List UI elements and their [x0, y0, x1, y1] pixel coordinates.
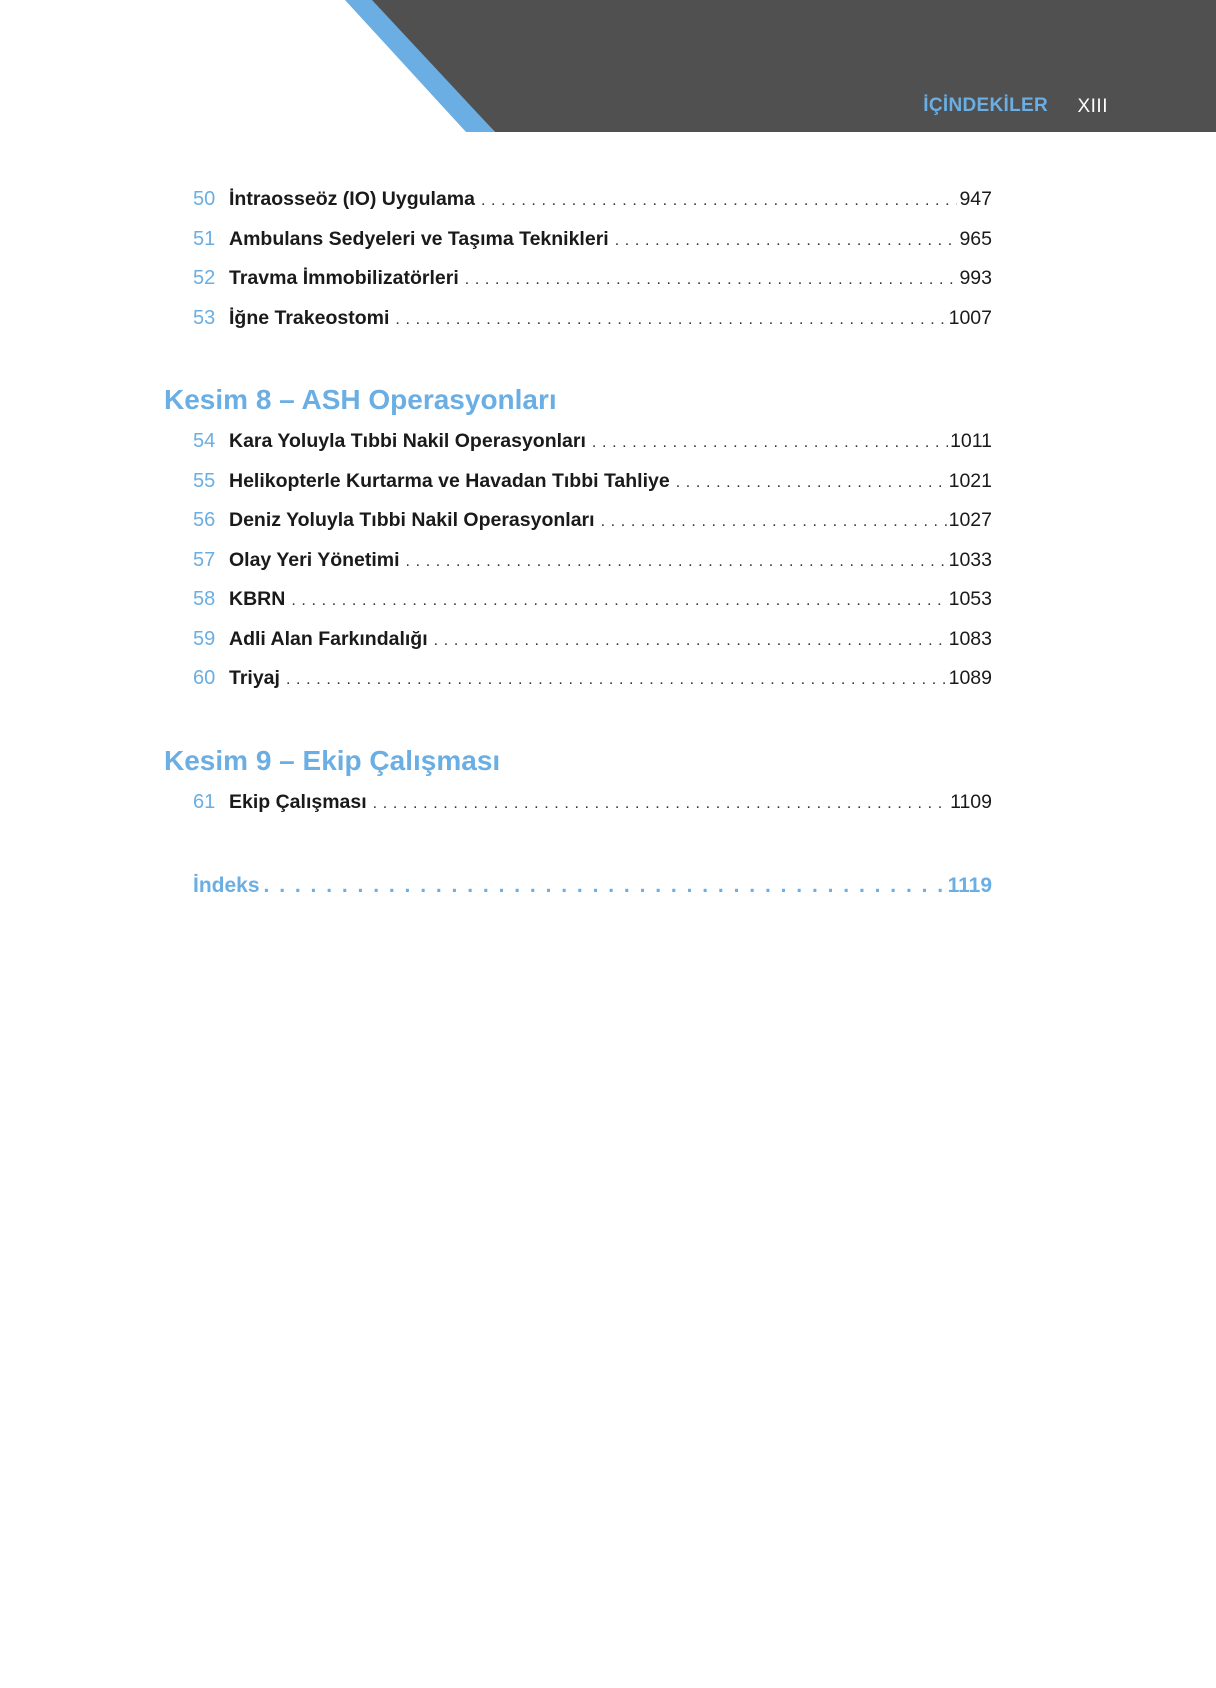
toc-entry[interactable]	[164, 228, 992, 268]
toc-entry[interactable]	[164, 509, 992, 549]
chapter-title: KBRN	[229, 588, 286, 610]
chapter-number: 56	[193, 509, 216, 531]
dot-leader	[286, 671, 947, 689]
chapter-number: 57	[193, 548, 216, 571]
chapter-title: Ambulans Sedyeleri ve Taşıma Teknikleri	[229, 227, 609, 250]
dot-leader	[481, 192, 957, 210]
toc-entry[interactable]	[164, 667, 992, 707]
chapter-page: 1053	[948, 588, 992, 610]
toc-entry[interactable]	[164, 307, 992, 347]
table-of-contents	[164, 188, 992, 898]
chapter-number: 54	[193, 430, 216, 452]
toc-entry[interactable]	[164, 267, 992, 307]
toc-group-kesim-8	[164, 430, 992, 707]
chapter-number: 52	[193, 267, 216, 289]
toc-entry[interactable]	[164, 588, 992, 628]
dot-leader	[592, 434, 948, 452]
dot-leader	[465, 271, 958, 289]
toc-entry[interactable]	[164, 549, 992, 589]
chapter-page: 1033	[948, 548, 992, 571]
chapter-page: 965	[959, 227, 992, 250]
chapter-title: Kara Yoluyla Tıbbi Nakil Operasyonları	[229, 430, 586, 452]
chapter-number: 58	[193, 588, 216, 610]
chapter-title: İntraosseöz (IO) Uygulama	[229, 188, 475, 210]
chapter-page: 947	[959, 188, 992, 210]
running-header-page-number: XIII	[1077, 96, 1108, 117]
chapter-page: 993	[959, 267, 992, 289]
dot-leader	[615, 232, 958, 250]
chapter-title: Helikopterle Kurtarma ve Havadan Tıbbi Tahliye	[229, 469, 670, 492]
toc-entry[interactable]	[164, 791, 992, 831]
index-label: İndeks	[193, 874, 260, 897]
chapter-number: 50	[193, 188, 216, 210]
toc-group-top	[164, 188, 992, 346]
chapter-number: 51	[193, 227, 216, 250]
dot-leader	[406, 553, 947, 571]
chapter-page: 1089	[948, 667, 992, 689]
index-entry[interactable]	[164, 874, 992, 898]
chapter-title: Travma İmmobilizatörleri	[229, 267, 459, 289]
chapter-number: 59	[193, 627, 216, 650]
chapter-title: Olay Yeri Yönetimi	[229, 548, 400, 571]
chapter-page: 1021	[948, 469, 992, 492]
toc-entry[interactable]	[164, 430, 992, 470]
chapter-number: 53	[193, 306, 216, 329]
toc-group-kesim-9	[164, 791, 992, 831]
chapter-number: 55	[193, 469, 216, 492]
dot-leader	[260, 874, 948, 898]
chapter-page: 1109	[950, 790, 992, 813]
chapter-page: 1083	[948, 627, 992, 650]
dot-leader	[291, 592, 946, 610]
dot-leader	[373, 795, 948, 813]
chapter-page: 1011	[950, 430, 992, 452]
section-heading-kesim-9: Kesim 9 – Ekip Çalışması	[164, 744, 501, 776]
toc-entry[interactable]	[164, 628, 992, 668]
dot-leader	[676, 474, 947, 492]
dot-leader	[395, 311, 946, 329]
chapter-title: Adli Alan Farkındalığı	[229, 627, 428, 650]
toc-entry[interactable]	[164, 470, 992, 510]
index-page: 1119	[947, 874, 992, 897]
page-header	[0, 0, 1216, 132]
dot-leader	[434, 632, 947, 650]
chapter-title: İğne Trakeostomi	[229, 306, 390, 329]
toc-entry[interactable]	[164, 188, 992, 228]
section-heading-kesim-8: Kesim 8 – ASH Operasyonları	[164, 384, 557, 415]
chapter-title: Deniz Yoluyla Tıbbi Nakil Operasyonları	[229, 509, 595, 531]
dot-leader	[601, 513, 947, 531]
chapter-number: 60	[193, 667, 216, 689]
chapter-title: Ekip Çalışması	[229, 790, 367, 813]
running-header-title: İÇİNDEKİLER	[923, 95, 1048, 116]
chapter-number: 61	[193, 790, 216, 813]
chapter-page: 1007	[948, 306, 992, 329]
chapter-title: Triyaj	[229, 667, 280, 689]
chapter-page: 1027	[948, 509, 992, 531]
